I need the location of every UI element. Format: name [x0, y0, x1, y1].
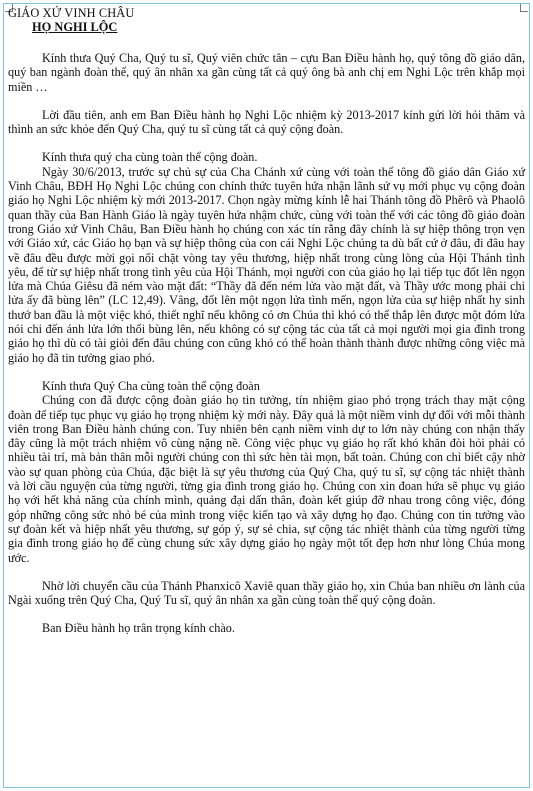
paragraph-greeting: Kính thưa Quý Cha, Quý tu sĩ, Quý viên chức tân – cựu Ban Điều hành họ, quý tông đồ giáo dân, quý ban ngành đoàn thể, quý ân nhân xa gần cùng tất cả quý ông bà anh chị em Nghi Lộc trên khắp mọi miền … [8, 51, 525, 94]
document-header [8, 6, 525, 34]
paragraph-opening: Lời đầu tiên, anh em Ban Điều hành họ Nghi Lộc nhiệm kỳ 2013-2017 kính gửi lời hỏi thăm và thình an sức khỏe đến Quý Cha, quý tu sĩ cùng tất cả quý cộng đoàn. [8, 107, 525, 137]
parish-name: GIÁO XỨ VINH CHÂU [8, 6, 135, 20]
paragraph-salutation-2: Kính thưa Quý Cha cùng toàn thể cộng đoàn [42, 378, 260, 393]
letter-body [8, 51, 525, 636]
paragraph-blessing: Nhờ lời chuyển cầu của Thánh Phanxicô Xaviê quan thầy giáo họ, xin Chúa ban nhiều ơn lành của Ngài xuống trên Quý Cha, Quý Tu sĩ, quý ân nhân xa gần cùng toàn thể quý cộng đoàn. [8, 578, 525, 608]
paragraph-commitment: Chúng con đã được cộng đoàn giáo họ tin tưởng, tín nhiệm giao phó trọng trách thay mặt cộng đoàn để tiếp tục phục vụ giáo họ trọng nhiệm kỳ mới này. Đây quả là một niềm vinh dự đối với mỗi thành viên trong Ban Điều hành chúng con. Tuy nhiên bên cạnh niềm vinh dự to lớn này chúng con nhận thấy đây cũng là một trách nhiệm vô cùng nặng nề. Công việc phục vụ giáo họ rất khó khăn đòi hỏi phải có nhiều tài trí, mà bản thân mỗi người chúng con thì sức hèn tài mọn, bất toàn. Chúng con chỉ biết cậy nhờ vào sự quan phòng của Chúa, đặc biệt là sự yêu thương của Quý Cha, quý tu sĩ, sự cộng tác nhiệt thành và lời cầu nguyện của từng người, từng gia đình trong giáo họ. Chúng con xin đoan hứa sẽ phục vụ giáo họ với hết khả năng của chính mình, quảng đại dấn thân, đoàn kết giúp đỡ nhau trong công việc, đóng góp những công sức nhỏ bé của mình trong việc kiến tạo và xây dựng họ đạo. Chúng con tin tưởng vào sự đoàn kết và hiệp nhất yêu thương, sự góp ý, sự sẻ chia, sự cộng tác nhiệt thành của từng người từng gia đình trong giáo họ để cùng chung sức xây dựng giáo họ ngày một tốt đẹp hơn như lòng Chúa mong ước. [8, 393, 525, 565]
community-name: HỌ NGHI LỘC [32, 20, 118, 34]
document-page [8, 6, 525, 636]
paragraph-installation: Ngày 30/6/2013, trước sự chủ sự của Cha Chánh xứ cùng với toàn thể tông đồ giáo dân Giáo xứ Vinh Châu, BĐH Họ Nghi Lộc chúng con chính thức tuyên hứa nhận lãnh sứ vụ mới phục vụ cộng đoàn giáo họ Nghi Lộc nhiệm kỳ mới 2013-2017. Chọn ngày mừng kính lễ hai Thánh tông đồ Phêrô và Phaolô quan thầy của Ban Hành Giáo là ngày tuyên hứa nhậm chức, cùng với toàn thể với các tông đồ giáo đoàn trong Giáo xứ Vinh Châu, Ban Điều hành họ chúng con xác tín rằng đây chính là sự hiệp thông trọn vẹn với Giáo xứ, các Giáo họ bạn và sự hiệp thông của con cái Nghi Lộc chúng ta dù bất cứ ở đâu, đi đâu hay về đâu đều được mời gọi nối chặt vòng tay yêu thương, hiệp nhất trong cùng lòng của Hội Thánh tình yêu, để từ sự hiệp nhất trong tình yêu của Hội Thánh, mọi người con của giáo họ lại tiếp tục đốt lên ngọn lửa mà Chúa Giêsu đã ném vào mặt đất: “Thầy đã đến ném lửa vào mặt đất, và Thầy ước mong phải chi lửa ấy đã bùng lên” (LC 12,49). Vâng, đốt lên một ngọn lửa tình mến, ngọn lửa của sự hiệp nhất hy sinh thướ ban đầu là một việc khó, thiết nghĩ nếu không có ơn Chúa thì khó có thể thắp lên được một đóm lửa nói chi đến ánh lửa lớn thổi bùng lên, nếu không có sự cộng tác của tất cả mọi người mọi gia đình trong giáo họ thì dù có tài giỏi đến đâu chúng con cũng khó có thể hoàn thành thành được những công việc mà giáo họ đã tin tưởng giao phó. [8, 164, 525, 365]
paragraph-closing: Ban Điều hành họ trân trọng kính chào. [42, 621, 235, 636]
paragraph-salutation-1: Kính thưa quý cha cùng toàn thể cộng đoàn. [42, 150, 258, 165]
